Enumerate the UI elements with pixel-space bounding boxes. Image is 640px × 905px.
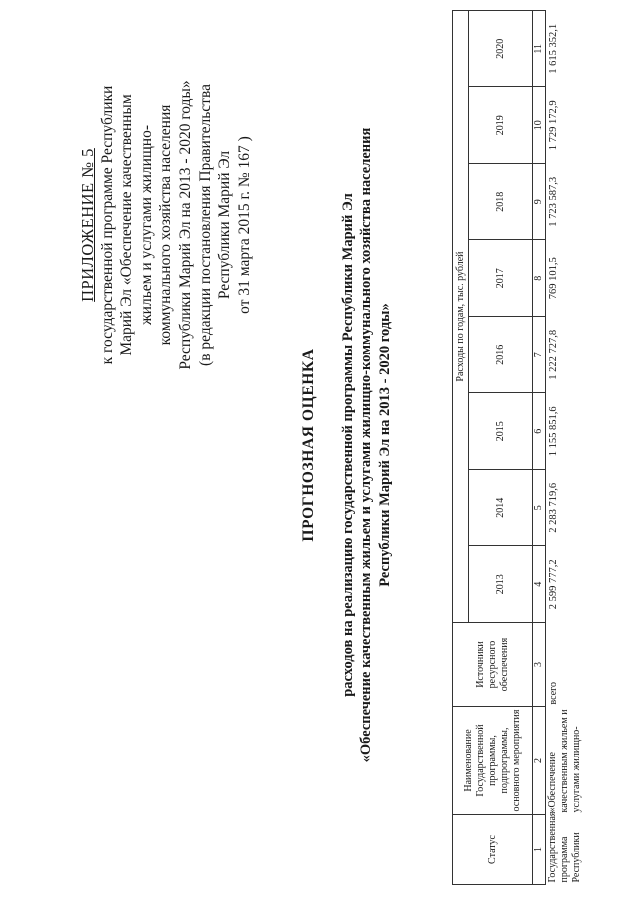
row-status: Государственная программа Республики bbox=[547, 811, 582, 883]
column-number-row bbox=[533, 11, 546, 885]
column-number: 10 bbox=[533, 87, 546, 164]
header-year: 2016 bbox=[469, 317, 533, 394]
header-year: 2019 bbox=[469, 87, 533, 164]
appendix-number: ПРИЛОЖЕНИЕ № 5 bbox=[78, 148, 97, 302]
header-year: 2020 bbox=[469, 11, 533, 88]
appendix-line: к государственной программе Республики bbox=[98, 85, 116, 365]
column-number: 5 bbox=[533, 470, 546, 547]
row-value: 1 723 587,3 bbox=[548, 176, 559, 227]
row-value: 1 222 727,8 bbox=[548, 329, 559, 380]
row-value: 2 283 719,6 bbox=[548, 482, 559, 533]
header-year: 2017 bbox=[469, 240, 533, 317]
row-value: 1 615 352,1 bbox=[548, 23, 559, 74]
column-number: 6 bbox=[533, 393, 546, 470]
row-value: 2 599 777,2 bbox=[548, 559, 559, 610]
column-number: 1 bbox=[533, 815, 546, 885]
table-row bbox=[546, 11, 594, 885]
column-number: 11 bbox=[533, 11, 546, 88]
appendix-line: коммунального хозяйства населения bbox=[157, 104, 175, 346]
appendix-line: Республики Марий Эл bbox=[216, 150, 234, 300]
title-line: «Обеспечение качественным жильем и услугами жилищно-коммунального хозяйства населения bbox=[358, 127, 374, 763]
document-title bbox=[300, 95, 394, 795]
title-line: расходов на реализацию государственной программы Республики Марий Эл bbox=[339, 193, 356, 697]
column-number: 3 bbox=[533, 623, 546, 707]
header-row bbox=[453, 11, 469, 885]
column-number: 8 bbox=[533, 240, 546, 317]
appendix-line: Марий Эл «Обеспечение качественным bbox=[118, 94, 136, 356]
appendix-line: (в редакции постановления Правительства bbox=[196, 84, 214, 366]
appendix-line: Республики Марий Эл на 2013 - 2020 годы» bbox=[176, 80, 194, 370]
row-name: «Обеспечение качественным жильем и услугами жилищно- bbox=[547, 709, 582, 813]
header-year: 2013 bbox=[469, 546, 533, 623]
column-number: 4 bbox=[533, 546, 546, 623]
column-number: 9 bbox=[533, 164, 546, 241]
appendix-line: жильем и услугами жилищно- bbox=[137, 124, 155, 326]
header-source: Источники ресурсного обеспечения bbox=[453, 623, 533, 707]
column-number: 2 bbox=[533, 707, 546, 815]
row-value: 1 155 851,6 bbox=[548, 406, 559, 457]
header-year: 2015 bbox=[469, 393, 533, 470]
appendix-line: от 31 марта 2015 г. № 167 ) bbox=[235, 136, 253, 314]
header-name: Наименование Государственной программы, подпрограммы, основного мероприятия bbox=[453, 707, 533, 815]
column-number: 7 bbox=[533, 317, 546, 394]
title-main: ПРОГНОЗНАЯ ОЦЕНКА bbox=[300, 348, 317, 542]
header-year: 2018 bbox=[469, 164, 533, 241]
row-source: всего bbox=[548, 681, 559, 705]
expenses-table bbox=[452, 10, 593, 885]
row-value: 769 101,5 bbox=[548, 257, 559, 300]
row-value: 1 729 172,9 bbox=[548, 100, 559, 151]
header-expenses: Расходы по годам, тыс. рублей bbox=[453, 11, 469, 623]
header-status: Статус bbox=[453, 815, 533, 885]
appendix-block bbox=[78, 45, 254, 405]
title-line: Республики Марий Эл на 2013 - 2020 годы» bbox=[376, 303, 393, 587]
header-year: 2014 bbox=[469, 470, 533, 547]
